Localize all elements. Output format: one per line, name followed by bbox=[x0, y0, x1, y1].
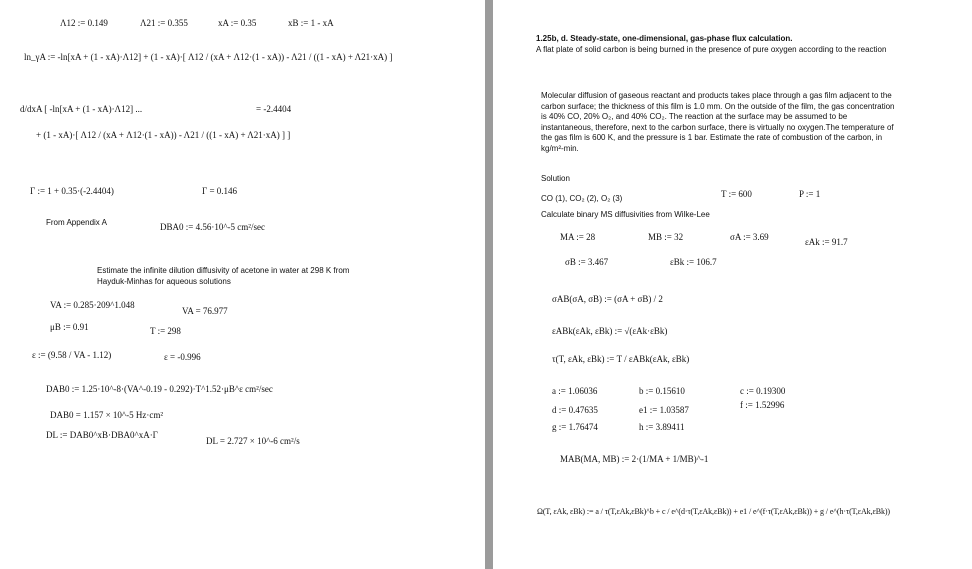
sigma-a-definition[interactable]: σA := 3.69 bbox=[730, 232, 769, 242]
lambda12-definition[interactable]: Λ12 := 0.149 bbox=[60, 18, 108, 28]
lambda21-definition[interactable]: Λ21 := 0.355 bbox=[140, 18, 188, 28]
mu-b-definition[interactable]: μB := 0.91 bbox=[50, 322, 89, 332]
dl-definition[interactable]: DL := DAB0^xB·DBA0^xA·Γ bbox=[46, 430, 158, 440]
mab-definition[interactable]: MAB(MA, MB) := 2·(1/MA + 1/MB)^-1 bbox=[560, 454, 709, 464]
omega-definition[interactable]: Ω(T, εAk, εBk) := a / τ(T,εAk,εBk)^b + c / e^(d·τ(T,εAk,εBk)) + e1 / e^(f·τ(T,εAk,εBk)) + g / e^(h·τ(T,εAk,εBk)) bbox=[537, 507, 890, 516]
derivative-expression-line-2[interactable]: + (1 - xA)·[ Λ12 / (xA + Λ12·(1 - xA)) - Λ21 / ((1 - xA) + Λ21·xA) ] ] bbox=[36, 130, 291, 140]
left-worksheet-page bbox=[0, 0, 485, 569]
sigma-b-definition[interactable]: σB := 3.467 bbox=[565, 257, 609, 267]
temperature-definition[interactable]: T := 600 bbox=[721, 189, 752, 199]
va-result: VA = 76.977 bbox=[182, 306, 228, 316]
dba0-definition[interactable]: DBA0 := 4.56·10^-5 cm²/sec bbox=[160, 222, 265, 232]
dab0-definition[interactable]: DAB0 := 1.25·10^-8·(VA^-0.19 - 0.292)·T^1.52·μB^ε cm²/sec bbox=[46, 384, 273, 394]
constant-d[interactable]: d := 0.47635 bbox=[552, 405, 598, 415]
tau-definition[interactable]: τ(T, εAk, εBk) := T / εABk(εAk, εBk) bbox=[552, 354, 690, 364]
estimate-text: Estimate the infinite dilution diffusivity of acetone in water at 298 K from Hayduk-Minhas for aqueous solutions bbox=[97, 266, 350, 286]
ln-gamma-definition[interactable]: ln_γA := -ln[xA + (1 - xA)·Λ12] + (1 - xA)·[ Λ12 / (xA + Λ12·(1 - xA)) - Λ21 / ((1 - xA) + Λ21·xA) ] bbox=[24, 52, 393, 62]
derivative-result: = -2.4404 bbox=[256, 104, 292, 114]
page-divider bbox=[485, 0, 493, 569]
derivative-expression-line-1[interactable]: d/dxA [ -ln[xA + (1 - xA)·Λ12] ... bbox=[20, 104, 143, 114]
dl-result: DL = 2.727 × 10^-6 cm²/s bbox=[206, 436, 300, 446]
gamma-result: Γ = 0.146 bbox=[202, 186, 238, 196]
constant-c[interactable]: c := 0.19300 bbox=[740, 386, 786, 396]
epsilon-bk-definition[interactable]: εBk := 106.7 bbox=[670, 257, 717, 267]
dab0-result: DAB0 = 1.157 × 10^-5 Hz·cm² bbox=[50, 410, 164, 420]
problem-title: 1.25b, d. Steady-state, one-dimensional, gas-phase flux calculation. bbox=[536, 34, 793, 43]
constant-h[interactable]: h := 3.89411 bbox=[639, 422, 685, 432]
ma-definition[interactable]: MA := 28 bbox=[560, 232, 596, 242]
constant-a[interactable]: a := 1.06036 bbox=[552, 386, 598, 396]
problem-intro: A flat plate of solid carbon is being burned in the presence of pure oxygen according to the reaction bbox=[536, 45, 887, 54]
solution-label: Solution bbox=[541, 174, 570, 183]
sigma-ab-definition[interactable]: σAB(σA, σB) := (σA + σB) / 2 bbox=[552, 294, 663, 304]
temperature-definition[interactable]: T := 298 bbox=[150, 326, 181, 336]
calc-label: Calculate binary MS diffusivities from Wilke-Lee bbox=[541, 210, 710, 219]
problem-body: Molecular diffusion of gaseous reactant and products takes place through a gas film adjacent to the carbon surface; the thickness of this film is 1.0 mm. On the outside of the film, the gas concentration is 40% CO, 20% O₂, and 40% CO₂. The reaction at the surface may be assumed to be instantaneous, therefore, next to the carbon surface, there is virtually no oxygen.The temperature of the gas film is 600 K, and the pressure is 1 bar. Estimate the rate of combustion of the carbon, in kg/m²-min. bbox=[541, 91, 895, 153]
epsilon-result: ε = -0.996 bbox=[164, 352, 201, 362]
mb-definition[interactable]: MB := 32 bbox=[648, 232, 684, 242]
epsilon-definition[interactable]: ε := (9.58 / VA - 1.12) bbox=[32, 350, 112, 360]
xa-definition[interactable]: xA := 0.35 bbox=[218, 18, 257, 28]
epsilon-ak-definition[interactable]: εAk := 91.7 bbox=[805, 237, 848, 247]
va-definition[interactable]: VA := 0.285·209^1.048 bbox=[50, 300, 135, 310]
epsilon-abk-definition[interactable]: εABk(εAk, εBk) := √(εAk·εBk) bbox=[552, 326, 668, 336]
constant-b[interactable]: b := 0.15610 bbox=[639, 386, 685, 396]
constant-f[interactable]: f := 1.52996 bbox=[740, 400, 785, 410]
pressure-definition[interactable]: P := 1 bbox=[799, 189, 821, 199]
xb-definition[interactable]: xB := 1 - xA bbox=[288, 18, 334, 28]
gamma-definition[interactable]: Γ := 1 + 0.35·(-2.4404) bbox=[30, 186, 114, 196]
right-worksheet-page bbox=[493, 0, 972, 569]
species-list: CO (1), CO₂ (2), O₂ (3) bbox=[541, 194, 623, 203]
constant-e1[interactable]: e1 := 1.03587 bbox=[639, 405, 689, 415]
constant-g[interactable]: g := 1.76474 bbox=[552, 422, 598, 432]
appendix-label: From Appendix A bbox=[46, 218, 107, 227]
